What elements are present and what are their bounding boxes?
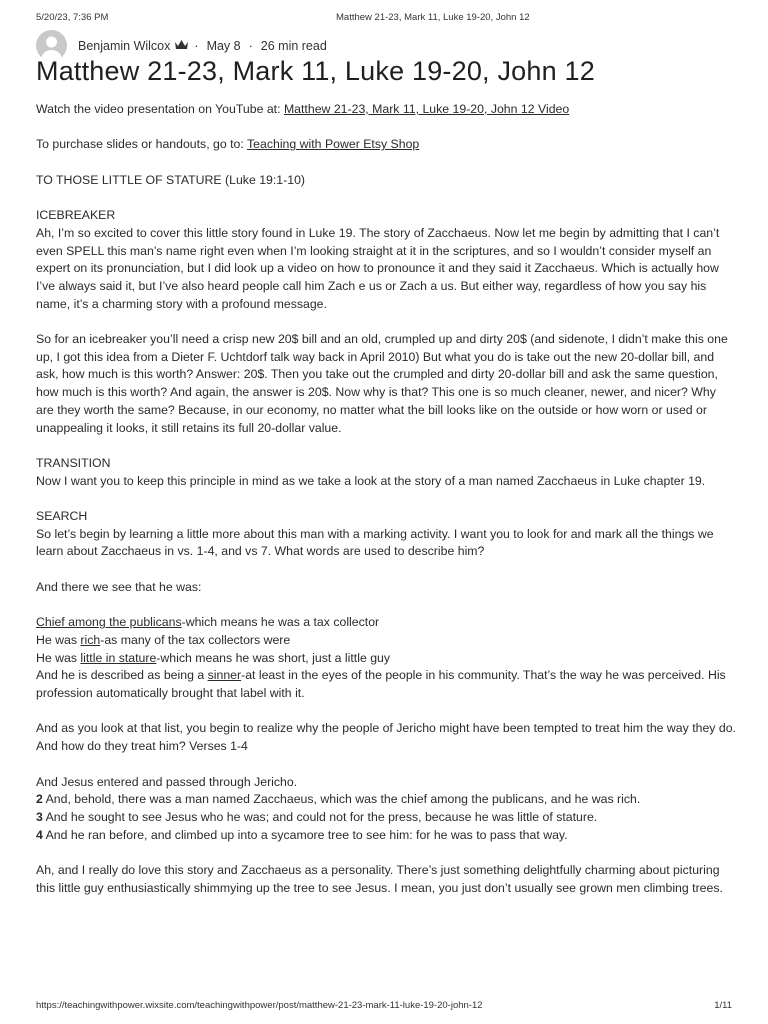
page-url: https://teachingwithpower.wixsite.com/teachingwithpower/post/matthew-21-23-mark-11-luke-19-20-john-12 (36, 1000, 483, 1011)
video-line: Watch the video presentation on YouTube at: Matthew 21-23, Mark 11, Luke 19-20, John 12 Video (36, 102, 570, 116)
list-item: Chief among the publicans-which means he was a tax collector (36, 615, 380, 630)
verse-3: 3 And he sought to see Jesus who he was; and could not for the press, because he was little of stature. (36, 809, 598, 824)
purchase-line: To purchase slides or handouts, go to: Teaching with Power Etsy Shop (36, 137, 420, 152)
icebreaker-heading: ICEBREAKER (36, 208, 116, 223)
search-text: So let’s begin by learning a little more about this man with a marking activity. I want you to look for and mark all the things we learn about Zacchaeus in vs. 1-4, and vs 7. What words are used to describe him? (36, 526, 714, 559)
transition-section (36, 455, 736, 490)
print-doc-title: Matthew 21-23, Mark 11, Luke 19-20, John 12 (336, 12, 530, 23)
closing-paragraph: Ah, and I really do love this story and Zacchaeus as a personality. There’s just something delightfully charming about picturing this little guy enthusiastically shimmying up the tree to see Jesus. I mean, you just don’t usually see grown men climbing trees. (36, 863, 723, 895)
marked-term: sinner (207, 668, 242, 683)
search-section (36, 508, 736, 561)
list-item: And he is described as being a sinner-at least in the eyes of the people in his community. That’s the way he was perceived. His profession automatically brought that label with it. (36, 668, 726, 701)
reflection-paragraph: And as you look at that list, you begin to realize why the people of Jericho might have been tempted to treat him the way they do. And how do they treat him? Verses 1-4 (36, 721, 736, 754)
page-number: 1/11 (714, 1000, 732, 1011)
post-body (36, 101, 736, 915)
lesson-heading: TO THOSE LITTLE OF STATURE (Luke 19:1-10) (36, 172, 306, 187)
separator-dot: · (248, 38, 253, 53)
verse-number: 2 (36, 792, 43, 807)
etsy-shop-link[interactable]: Teaching with Power Etsy Shop (247, 137, 420, 152)
separator-dot: · (194, 38, 199, 53)
video-link[interactable]: Matthew 21-23, Mark 11, Luke 19-20, John 12 Video (283, 102, 570, 116)
print-footer (36, 1000, 732, 1011)
list-intro: And there we see that he was: (36, 579, 202, 594)
traits-list (36, 614, 736, 703)
transition-heading: TRANSITION (36, 455, 111, 470)
marked-term: rich (80, 632, 101, 647)
marked-term: little in stature (80, 650, 157, 665)
author-name[interactable]: Benjamin Wilcox (78, 38, 171, 53)
scripture-verses (36, 774, 736, 845)
search-heading: SEARCH (36, 509, 88, 524)
post-title: Matthew 21-23, Mark 11, Luke 19-20, John 12 (36, 56, 595, 86)
list-item: He was little in stature-which means he was short, just a little guy (36, 650, 391, 665)
list-item: He was rich-as many of the tax collectors were (36, 632, 291, 647)
verse-4: 4 And he ran before, and climbed up into a sycamore tree to see him: for he was to pass that way. (36, 827, 568, 842)
verse-number: 3 (36, 809, 43, 824)
verse-2: 2 And, behold, there was a man named Zacchaeus, which was the chief among the publicans, and he was rich. (36, 792, 641, 807)
verse-number: 4 (36, 827, 43, 842)
transition-text: Now I want you to keep this principle in mind as we take a look at the story of a man named Zacchaeus in Luke chapter 19. (36, 473, 706, 488)
marked-term: Chief among the publicans (36, 615, 182, 630)
post-date: May 8 (206, 38, 241, 53)
print-date: 5/20/23, 7:36 PM (36, 12, 109, 23)
icebreaker-paragraph: Ah, I’m so excited to cover this little story found in Luke 19. The story of Zacchaeus. Now let me begin by admitting that I can’t even SPELL this man’s name right even when I’m looking straight at it in the scriptures, and so I wouldn’t consider myself an expert on its pronunciation, but I did look up a video on how to pronounce it and they said it Zacchaeus. Which is actually how I’ve always said it, but I’ve also heard people call him Zach e us or Zach a us. But either way, regardless of how you say his name, it’s a charming story with a profound message. (36, 225, 720, 311)
icebreaker-paragraph-2: So for an icebreaker you’ll need a crisp new 20$ bill and an old, crumpled up and dirty 20$ (and sidenote, I didn’t make this one up, I got this idea from a Dieter F. Uchtdorf talk way back in April 2010) But what you do is take out the new 20-dollar bill, and ask, how much is this worth? Answer: 20$. Then you take out the crumpled and dirty 20-dollar bill and ask the same question, how much is this worth? And again, the answer is 20$. Now why is that? This one is so much cleaner, newer, and nicer? Why are they worth the same? Because, in our economy, no matter what the bill looks like on the outside or how worn or used or unappealing it looks, it still retains its full 20-dollar value. (36, 332, 728, 435)
icebreaker-section (36, 207, 736, 313)
print-header (36, 12, 732, 23)
read-time: 26 min read (260, 38, 327, 53)
verse-1: And Jesus entered and passed through Jericho. (36, 774, 298, 789)
crown-icon (175, 39, 188, 53)
